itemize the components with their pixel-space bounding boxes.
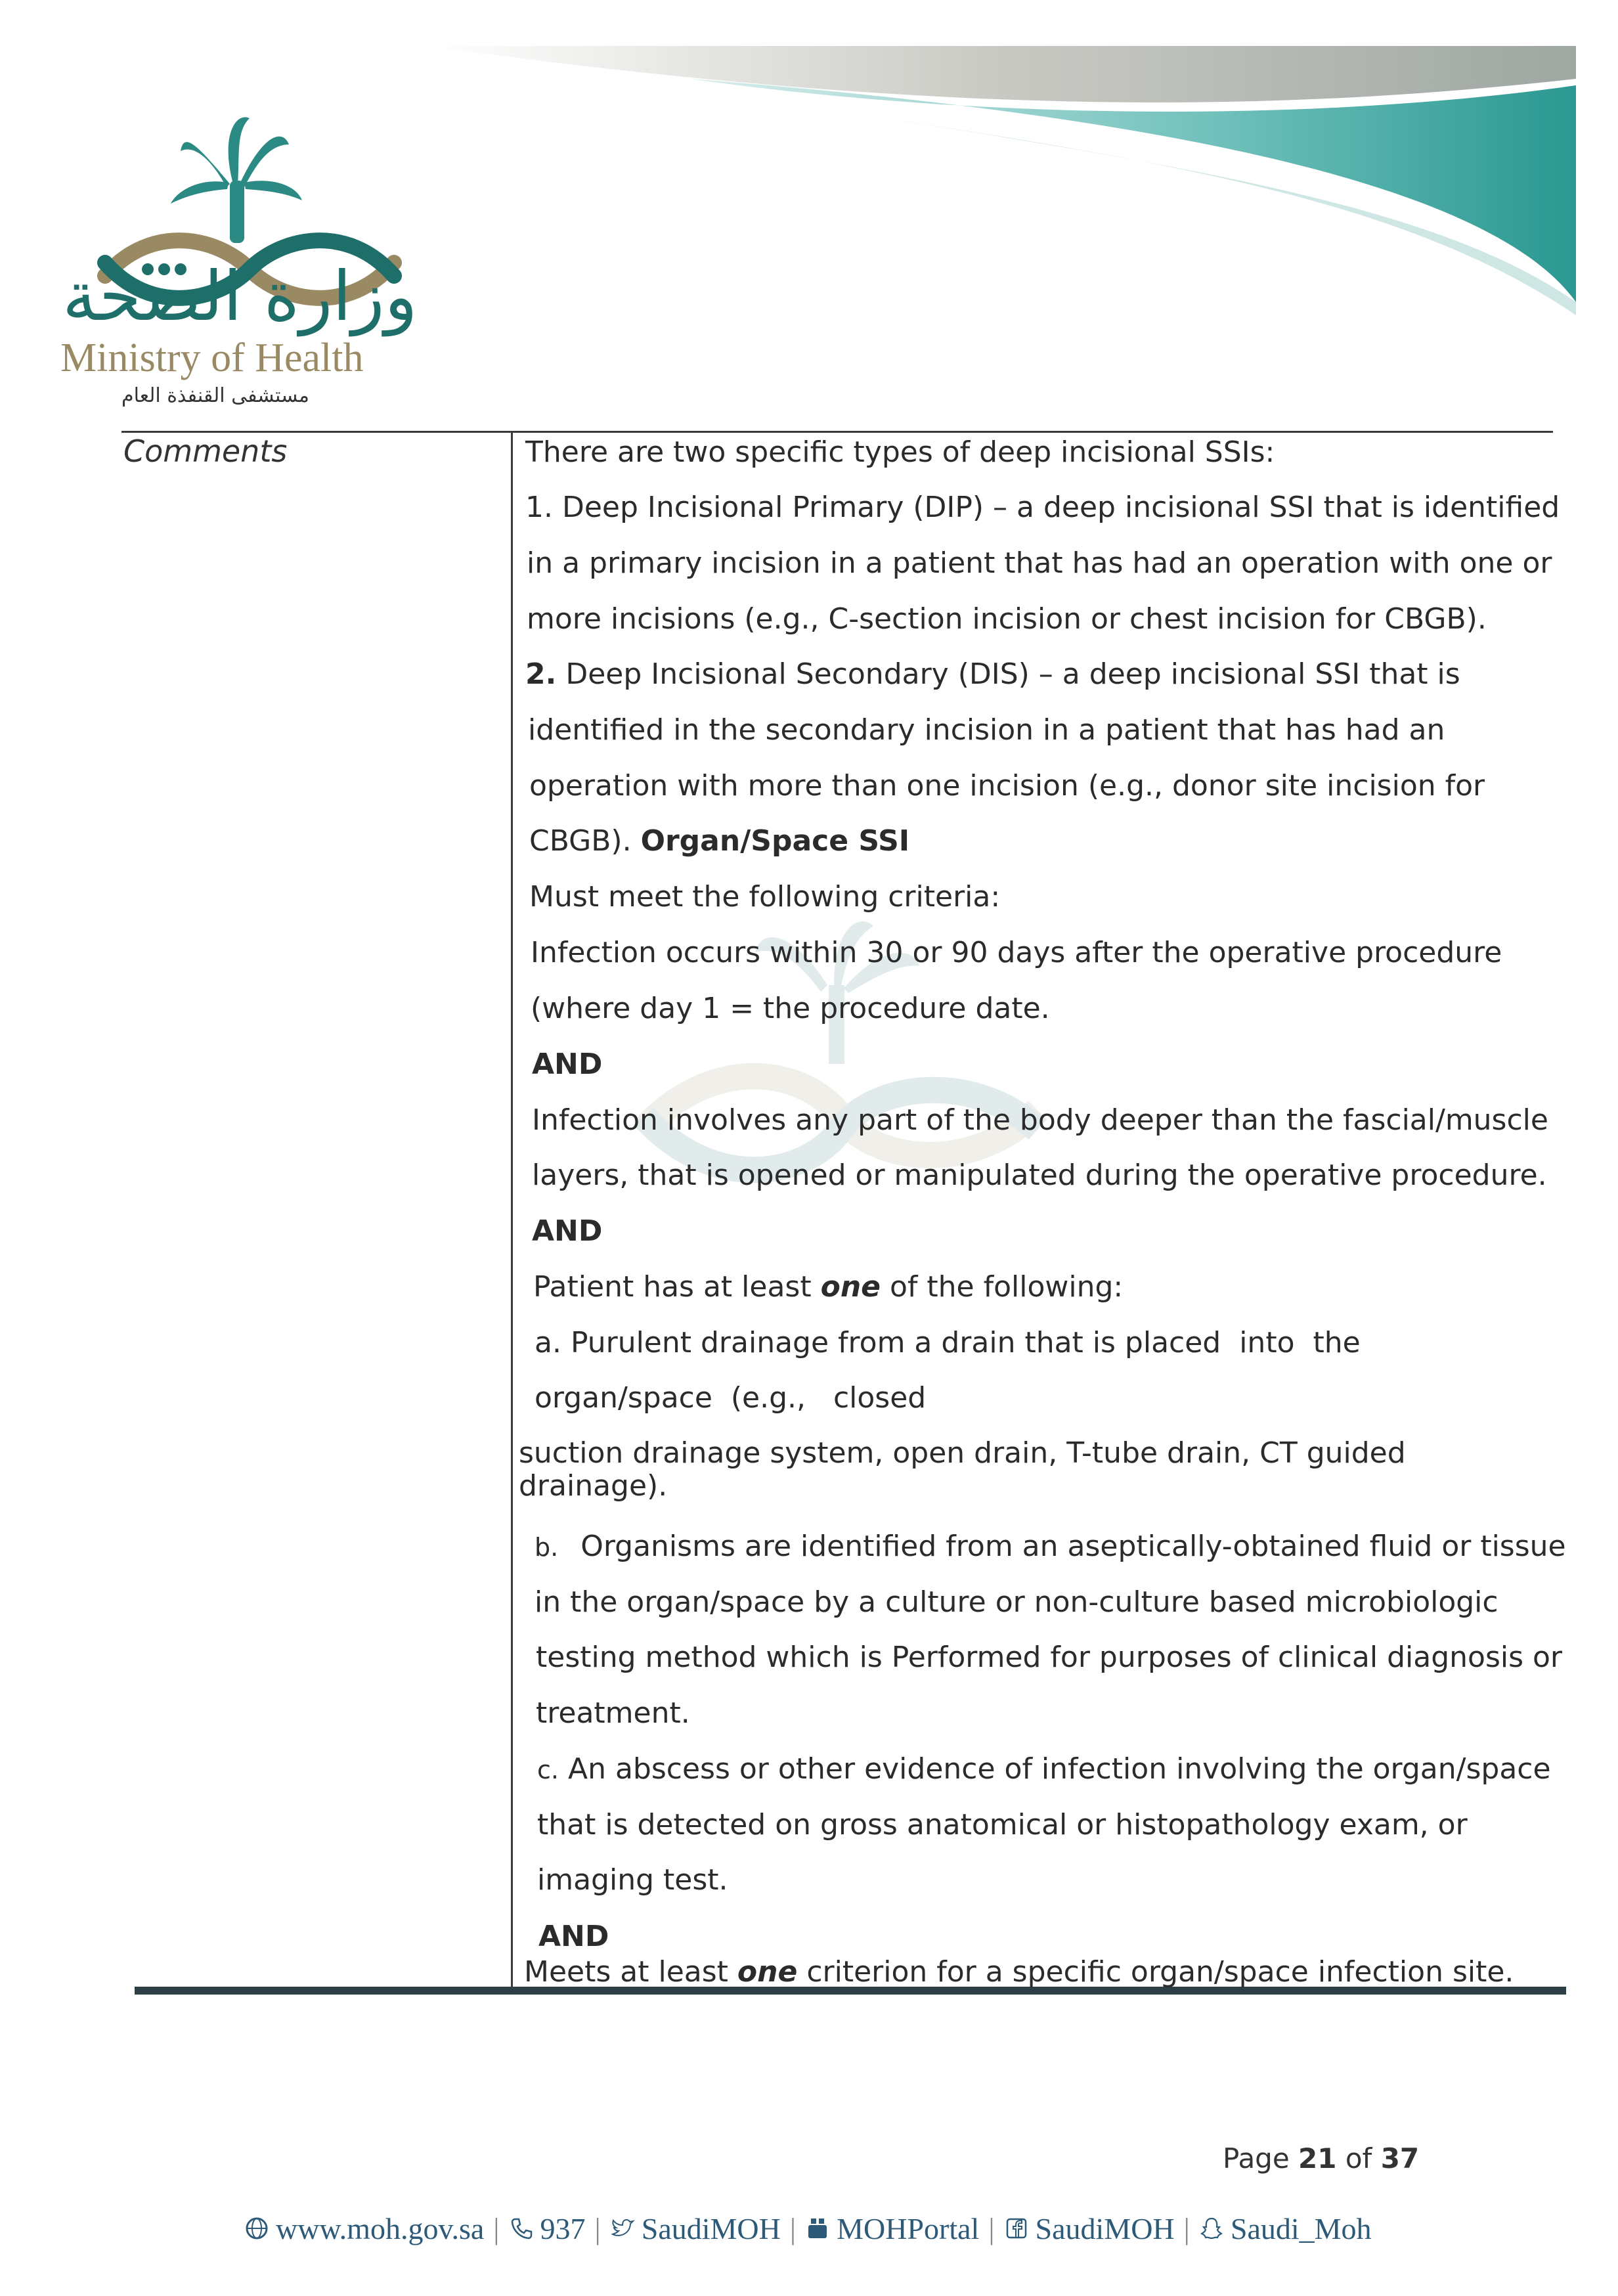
comment-line: Infection occurs within 30 or 90 days after the operative procedure [531, 936, 1502, 969]
footer-snapchat[interactable] [1199, 2211, 1372, 2246]
comment-line: operation with more than one incision (e.g., donor site incision for [529, 769, 1485, 803]
facebook-text: SaudiMOH [1035, 2211, 1175, 2245]
comment-line: testing method which is Performed for purposes of clinical diagnosis or [536, 1641, 1563, 1674]
logo-english-text: Ministry of Health [60, 336, 364, 380]
and-text: AND [532, 1048, 603, 1081]
line-text: Patient has at least [533, 1270, 812, 1304]
list-number: 2. [525, 657, 557, 691]
website-text: www.moh.gov.sa [276, 2211, 485, 2245]
footer-contact-bar [244, 2205, 1372, 2251]
footer-youtube[interactable] [805, 2211, 979, 2246]
comment-line [535, 1324, 1361, 1362]
footer-facebook[interactable] [1004, 2211, 1175, 2246]
comment-line [535, 1528, 1566, 1566]
list-letter: a. [535, 1326, 561, 1359]
logo-arabic-text: وزارة الصحة [62, 256, 418, 336]
footer-twitter[interactable] [610, 2211, 781, 2246]
snapchat-text: Saudi_Moh [1230, 2211, 1372, 2245]
section-heading-organ-space-ssi: Organ/Space SSI [640, 824, 910, 858]
list-text: Organisms are identified from an aseptically-obtained fluid or tissue [580, 1530, 1566, 1563]
list-text: Deep Incisional Primary (DIP) – a deep incisional SSI that is identified [561, 491, 1560, 524]
comment-line [524, 1953, 1514, 1991]
footer-website[interactable] [244, 2211, 484, 2246]
comment-line: layers, that is opened or manipulated during the operative procedure. [532, 1159, 1547, 1192]
emphasis-one: one [737, 1955, 798, 1989]
table-top-rule [121, 431, 1553, 433]
comment-line [525, 489, 1560, 527]
line-text: CBGB). [529, 824, 632, 858]
comment-line: that is detected on gross anatomical or histopathology exam, or [537, 1808, 1468, 1842]
page-number [1223, 2142, 1419, 2175]
list-text: Purulent drainage from a drain that is placed into the [570, 1326, 1361, 1359]
comment-line: identified in the secondary incision in a patient that has had an [528, 713, 1445, 747]
page-prefix: Page [1223, 2142, 1290, 2175]
line-text: criterion for a specific organ/space infection site. [806, 1955, 1514, 1989]
page-of: of [1345, 2142, 1372, 2175]
list-letter: b. [535, 1533, 559, 1562]
emphasis-one: one [820, 1270, 881, 1304]
line-text: of the following: [890, 1270, 1124, 1304]
phone-icon [509, 2216, 534, 2241]
hospital-name-arabic: مستشفى القنفذة العام [121, 384, 309, 407]
comment-line: Must meet the following criteria: [529, 880, 1001, 914]
list-letter: c. [537, 1755, 559, 1784]
youtube-text: MOHPortal [837, 2211, 980, 2245]
comment-line: There are two specific types of deep incisional SSIs: [525, 435, 1275, 469]
list-number: 1. [525, 491, 553, 524]
comment-line: in a primary incision in a patient that has had an operation with one or [527, 546, 1552, 580]
comment-line: suction drainage system, open drain, T-tube drain, CT guided [519, 1436, 1406, 1470]
footer-separator: | [988, 2211, 995, 2245]
footer-separator: | [493, 2211, 500, 2245]
and-label [538, 1918, 609, 1956]
youtube-icon [805, 2216, 830, 2241]
and-text: AND [538, 1920, 609, 1953]
comment-line [525, 655, 1460, 694]
and-label [532, 1046, 602, 1084]
footer-separator: | [594, 2211, 601, 2245]
footer-separator: | [789, 2211, 797, 2245]
line-text: Meets at least [524, 1955, 728, 1989]
and-text: AND [532, 1214, 603, 1248]
page-total: 37 [1380, 2142, 1420, 2175]
comment-line [537, 1750, 1551, 1789]
comment-line: (where day 1 = the procedure date. [531, 992, 1050, 1025]
footer-separator: | [1183, 2211, 1190, 2245]
globe-icon [244, 2216, 269, 2241]
comment-line: more incisions (e.g., C-section incision or chest incision for CBGB). [527, 602, 1487, 636]
comment-line: drainage). [519, 1469, 668, 1503]
and-label [532, 1212, 602, 1250]
comment-line: imaging test. [537, 1863, 728, 1897]
phone-text: 937 [540, 2211, 586, 2245]
row-label-comments: Comments [123, 433, 288, 469]
comment-line: organ/space (e.g., closed [535, 1381, 927, 1415]
list-text: Deep Incisional Secondary (DIS) – a deep incisional SSI that is [565, 657, 1460, 691]
facebook-icon [1004, 2216, 1029, 2241]
twitter-text: SaudiMOH [641, 2211, 781, 2245]
list-text: An abscess or other evidence of infection involving the organ/space [567, 1752, 1551, 1786]
comment-line: Infection involves any part of the body deeper than the fascial/muscle [532, 1103, 1548, 1137]
table-column-divider [511, 431, 513, 1993]
snapchat-ghost-icon [1199, 2216, 1224, 2241]
page-current: 21 [1298, 2142, 1337, 2175]
comment-line [533, 1268, 1123, 1306]
header-swoosh-decoration [427, 39, 1609, 315]
twitter-bird-icon [610, 2216, 635, 2241]
comment-line: in the organ/space by a culture or non-culture based microbiologic [535, 1585, 1498, 1619]
comment-line: treatment. [536, 1696, 690, 1730]
footer-phone[interactable] [509, 2211, 586, 2246]
comment-line [529, 822, 909, 860]
